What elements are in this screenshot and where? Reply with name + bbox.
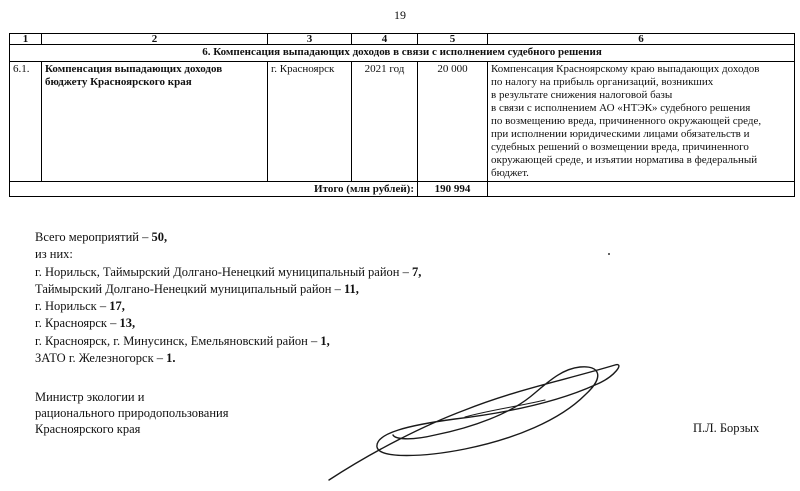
description-line: при исполнении юридическими лицами обязательств и	[491, 128, 750, 140]
summary-line: г. Красноярск – 13,	[35, 316, 136, 331]
summary-line: Всего мероприятий – 50,	[35, 230, 168, 244]
table-row	[10, 62, 795, 182]
row-city: г. Красноярск	[268, 62, 352, 182]
header-cell: 4	[352, 34, 418, 45]
signer-title	[35, 389, 228, 438]
header-cell: 2	[42, 34, 268, 45]
summary-line: Таймырский Долгано-Ненецкий муниципальный район – 11,	[35, 281, 359, 296]
summary-line: г. Норильск – 17,	[35, 299, 125, 314]
description-line: бюджет.	[491, 167, 529, 179]
signer-title-line: Красноярского края	[35, 422, 141, 437]
summary-line: ЗАТО г. Железногорск – 1.	[35, 351, 176, 366]
header-cell: 5	[418, 34, 488, 45]
row-year: 2021 год	[352, 62, 418, 182]
signer-title-line: рационального природопользования	[35, 406, 229, 421]
section-row	[10, 45, 795, 62]
header-cell: 1	[10, 34, 42, 45]
summary-line: г. Красноярск, г. Минусинск, Емельяновский район – 1,	[35, 333, 330, 348]
measures-table	[9, 33, 795, 197]
section-title: 6. Компенсация выпадающих доходов в связи с исполнением судебного решения	[10, 45, 795, 62]
header-cell: 3	[268, 34, 352, 45]
signer-title-line: Министр экологии и	[35, 390, 145, 404]
header-row	[10, 34, 795, 45]
description-line: по налогу на прибыль организаций, возникших	[491, 76, 714, 88]
header-cell: 6	[488, 34, 795, 45]
summary-line: из них:	[35, 247, 73, 262]
row-number: 6.1.	[10, 62, 42, 182]
description-line: в связи с исполнением АО «НТЭК» судебного решения	[491, 102, 751, 114]
description-line: окружающей среде, и изъятии норматива в федеральный	[491, 154, 758, 166]
row-description	[488, 62, 795, 182]
total-row	[10, 182, 795, 197]
page-number: 19	[394, 8, 406, 22]
description-line: в результате снижения налоговой базы	[491, 89, 673, 101]
total-value: 190 994	[418, 182, 488, 197]
summary-block	[35, 229, 421, 367]
row-name: Компенсация выпадающих доходов бюджету Красноярского края	[42, 62, 268, 182]
handwritten-signature	[315, 355, 645, 485]
total-label: Итого (млн рублей):	[10, 182, 418, 197]
row-amount: 20 000	[418, 62, 488, 182]
description-line: по возмещению вреда, причиненного окружающей среде,	[491, 115, 762, 127]
scan-speck	[608, 253, 610, 255]
total-empty-cell	[488, 182, 795, 197]
signer-name: П.Л. Борзых	[693, 421, 760, 435]
description-line: Компенсация Красноярскому краю выпадающих доходов	[491, 63, 760, 75]
description-line: судебных решений о возмещении вреда, причиненного	[491, 141, 749, 153]
summary-line: г. Норильск, Таймырский Долгано-Ненецкий муниципальный район – 7,	[35, 264, 422, 279]
